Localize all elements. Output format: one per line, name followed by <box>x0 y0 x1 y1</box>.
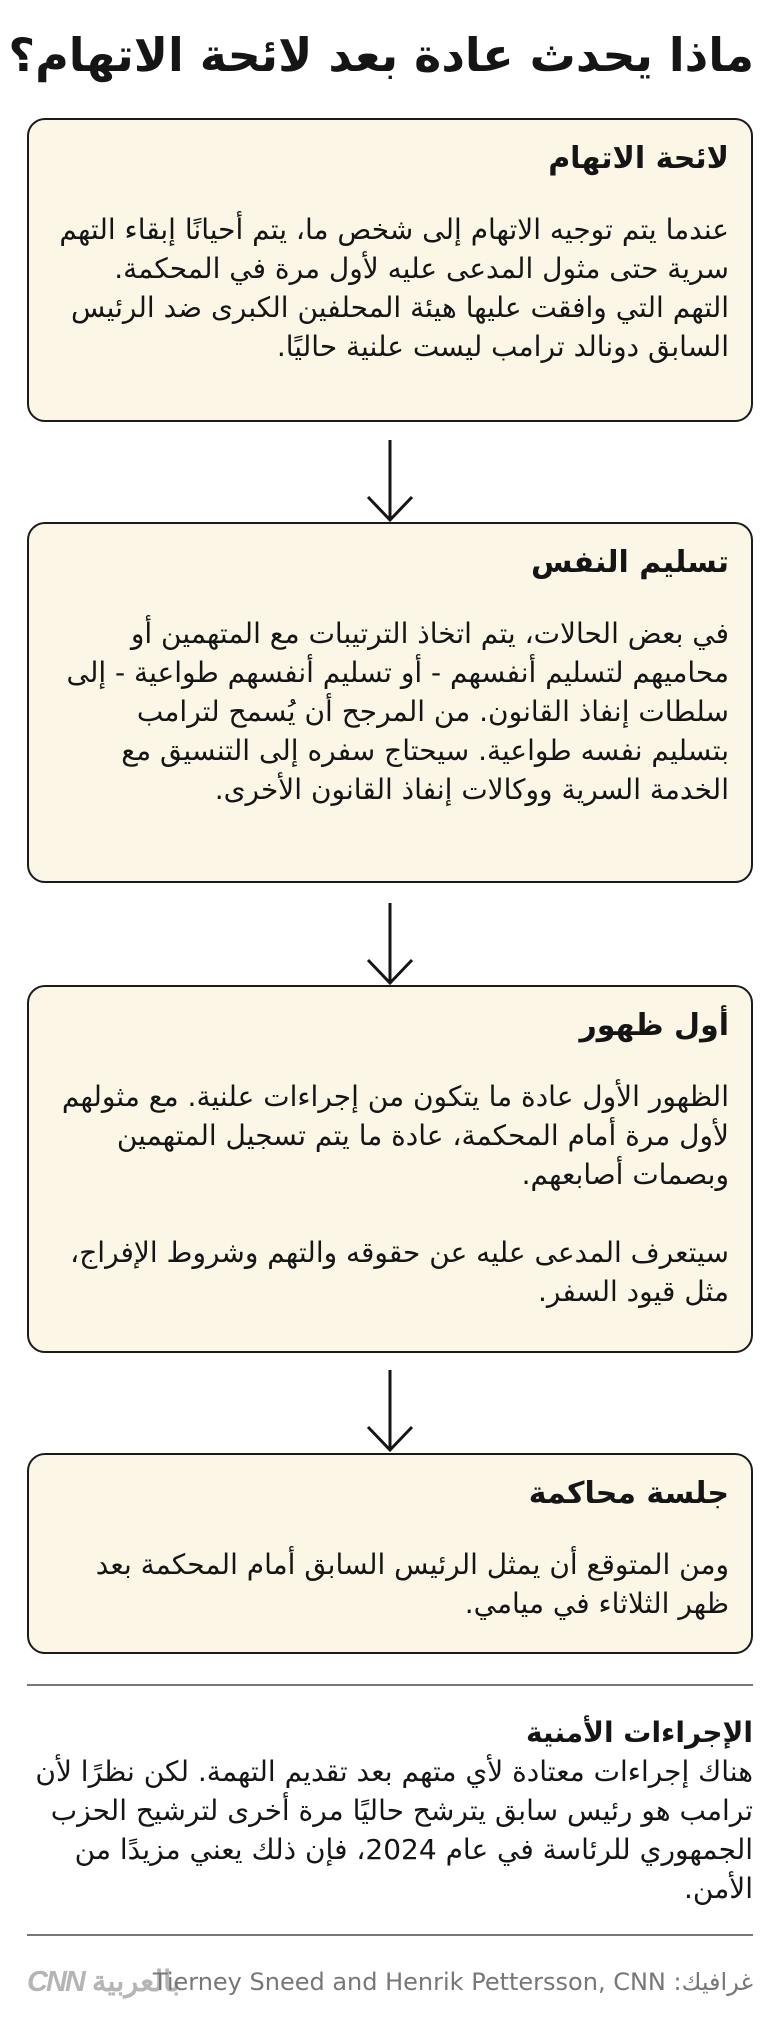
step-card-surrender <box>27 522 753 883</box>
down-arrow-icon <box>365 1370 415 1452</box>
step-heading: جلسة محاكمة <box>528 1476 729 1511</box>
down-arrow-icon <box>365 440 415 522</box>
spacer <box>51 184 729 210</box>
step-card-court-hearing <box>27 1453 753 1654</box>
cnn-logo-text: CNN <box>27 1966 84 1998</box>
step-card-indictment <box>27 118 753 422</box>
spacer <box>51 1519 729 1545</box>
footer-divider <box>27 1934 753 1936</box>
section-divider <box>27 1684 753 1686</box>
footer <box>27 1960 753 2004</box>
down-arrow-icon <box>365 903 415 985</box>
spacer <box>51 1051 729 1077</box>
step-heading: تسليم النفس <box>530 545 729 580</box>
step-heading: لائحة الاتهام <box>548 141 729 176</box>
step-text: الظهور الأول عادة ما يتكون من إجراءات علنية. مع مثولهم لأول مرة أمام المحكمة، عادة ما يتم تسجيل المتهمين وبصمات أصابعهم. <box>61 1080 729 1191</box>
security-heading: الإجراءات الأمنية <box>525 1716 753 1749</box>
security-text: هناك إجراءات معتادة لأي متهم بعد تقديم التهمة. لكن نظرًا لأن ترامب هو رئيس سابق يترشح حاليًا مرة أخرى لترشيح الحزب الجمهوري للرئاسة في عام 2024، فإن ذلك يعني مزيدًا من الأمن. <box>35 1755 753 1905</box>
step-card-first-appearance <box>27 985 753 1353</box>
spacer <box>51 588 729 614</box>
step-text: سيتعرف المدعى عليه عن حقوقه والتهم وشروط الإفراج، مثل قيود السفر. <box>70 1236 729 1308</box>
cnn-arabic-logo <box>27 1960 181 2004</box>
graphic-credit: غرافيك: Tierney Sneed and Henrik Pettersson, CNN <box>152 1968 753 1996</box>
step-heading: أول ظهور <box>579 1008 729 1043</box>
arabic-logo-text: بالعربية <box>91 1966 181 1998</box>
step-text: في بعض الحالات، يتم اتخاذ الترتيبات مع المتهمين أو محاميهم لتسليم أنفسهم - أو تسليم أنفسهم طواعية - إلى سلطات إنفاذ القانون. من المرجح أن يُسمح لترامب بتسليم نفسه طواعية. سيحتاج سفره إلى التنسيق مع الخدمة السرية ووكالات إنفاذ القانون الأخرى. <box>66 617 729 806</box>
step-text: عندما يتم توجيه الاتهام إلى شخص ما، يتم أحيانًا إبقاء التهم سرية حتى مثول المدعى عليه لأول مرة في المحكمة. التهم التي وافقت عليها هيئة المحلفين الكبرى ضد الرئيس السابق دونالد ترامب ليست علنية حاليًا. <box>59 213 729 363</box>
step-text: ومن المتوقع أن يمثل الرئيس السابق أمام المحكمة بعد ظهر الثلاثاء في ميامي. <box>95 1548 729 1620</box>
security-section <box>27 1713 753 1908</box>
page-title: ماذا يحدث عادة بعد لائحة الاتهام؟ <box>8 28 754 82</box>
